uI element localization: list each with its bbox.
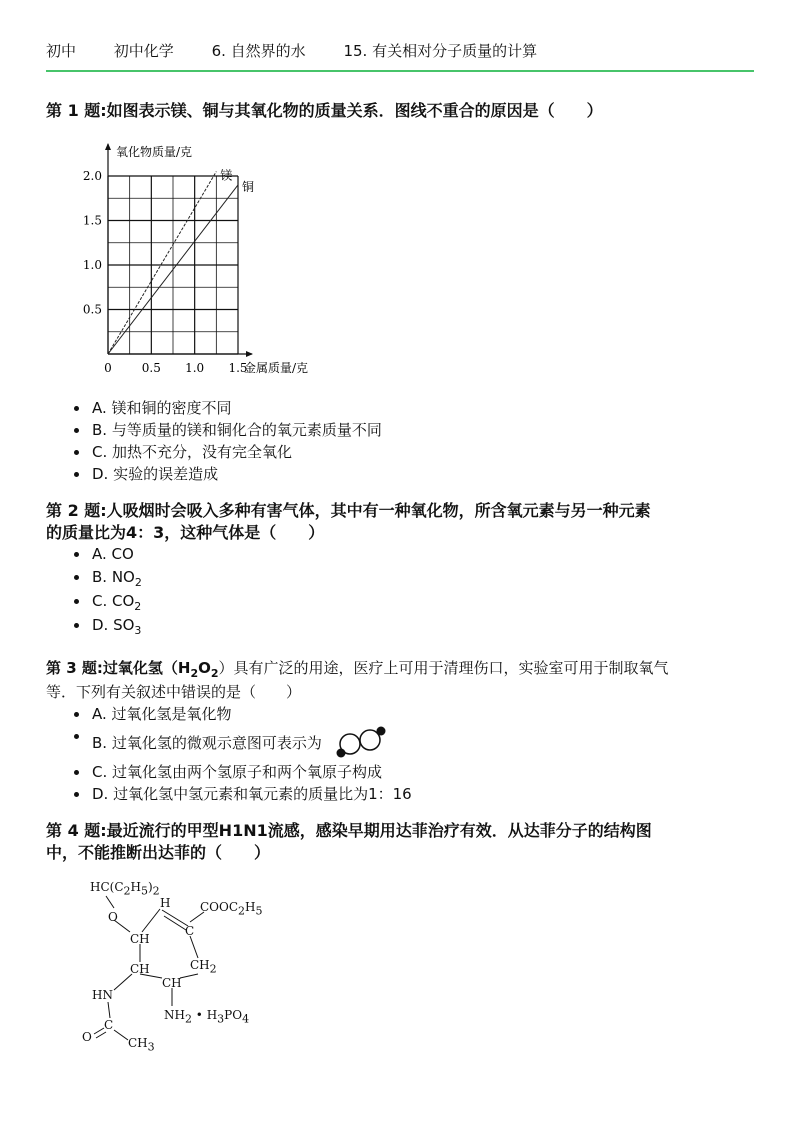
ring-ch-2: CH: [130, 962, 150, 976]
amide-nh: HN: [92, 988, 113, 1002]
carbonyl-oxygen: O: [82, 1030, 92, 1044]
q3-option-b-text: B. 过氧化氢的微观示意图可表示为: [92, 734, 322, 752]
q3-title-mid: O: [198, 659, 211, 677]
question-1-title: 第 1 题:如图表示镁、铜与其氧化物的质量关系．图线不重合的原因是（ ）: [46, 101, 603, 120]
ether-oxygen: O: [108, 910, 118, 924]
ester-text-a: COOC: [200, 900, 239, 914]
q2-option-b-subscript: 2: [134, 576, 142, 589]
y-axis-label: 氧化物质量/克: [116, 145, 193, 159]
vinyl-hydrogen: H: [160, 896, 171, 910]
question-3-options: [74, 703, 412, 805]
struct-text-c: ): [147, 880, 153, 894]
carbonyl-carbon: C: [104, 1018, 114, 1032]
q3-title-sub1: 2: [190, 667, 199, 680]
h2o2-molecule-icon: [336, 725, 388, 759]
ring-ch2-text: CH: [190, 958, 210, 972]
h3po4-sub-b: 4: [242, 1012, 250, 1026]
nh2-text: NH: [164, 1008, 185, 1022]
x-axis-label: 金属质量/克: [244, 361, 309, 375]
q4-title-line-2: 中，不能推断出达菲的（ ）: [46, 843, 271, 862]
struct-sub-a: 2: [123, 884, 131, 898]
ester-text-b: H: [245, 900, 256, 914]
ch3-text: CH: [128, 1036, 148, 1050]
h3po4-sub-a: 3: [217, 1012, 225, 1026]
y-tick-label: 1.0: [82, 258, 102, 272]
ring-ch-3: CH: [162, 976, 182, 990]
q2-option-a-text: A. CO: [92, 545, 134, 563]
q3-title-line-2: 等．下列有关叙述中错误的是（ ）: [46, 683, 302, 701]
q2-title-line-2: 的质量比为4：3，这种气体是（ ）: [46, 523, 325, 542]
h3po4-text-b: PO: [224, 1008, 243, 1022]
struct-sub-c: 2: [152, 884, 160, 898]
q2-option-b-text: B. NO: [92, 568, 135, 586]
ch3-sub: 3: [147, 1040, 155, 1054]
methyl-group: [128, 1036, 155, 1053]
breadcrumb-level-3[interactable]: 6. 自然界的水: [211, 42, 306, 60]
q2-option-c-subscript: 2: [134, 600, 142, 613]
x-tick-label: 1.0: [185, 361, 205, 375]
x-tick-label: 0: [104, 361, 112, 375]
breadcrumb-level-2[interactable]: 初中化学: [113, 42, 174, 60]
amine-phosphate-salt: [164, 1008, 249, 1025]
breadcrumb-level-4[interactable]: 15. 有关相对分子质量的计算: [343, 42, 538, 60]
q2-option-c[interactable]: [74, 590, 142, 614]
series-label-mg: 镁: [220, 168, 233, 183]
q3-option-b[interactable]: [74, 725, 412, 761]
x-tick-label: 1.5: [228, 361, 248, 375]
ring-ch2-sub: 2: [209, 962, 217, 976]
x-axis-arrow: [246, 351, 253, 357]
struct-text-a: HC(C: [90, 880, 124, 894]
ester-sub-b: 5: [255, 904, 263, 918]
q2-option-c-text: C. CO: [92, 592, 135, 610]
q2-title-line-1: 第 2 题:人吸烟时会吸入多种有害气体，其中有一种氧化物，所含氧元素与另一种元素: [46, 501, 651, 520]
header-divider: [46, 70, 754, 72]
y-tick-label: 0.5: [82, 302, 102, 317]
x-tick-label: 0.5: [141, 361, 161, 375]
q3-title-prefix: 第 3 题:过氧化氢（H: [46, 659, 191, 677]
question-2-title: [46, 500, 756, 544]
q3-option-c[interactable]: C. 过氧化氢由两个氢原子和两个氧原子构成: [74, 761, 412, 783]
q1-option-c[interactable]: C. 加热不充分，没有完全氧化: [74, 441, 382, 463]
q1-option-a[interactable]: A. 镁和铜的密度不同: [74, 397, 382, 419]
breadcrumb: [46, 40, 570, 61]
q1-option-d[interactable]: D. 实验的误差造成: [74, 463, 382, 485]
q2-option-d-text: D. SO: [92, 616, 135, 634]
q1-chart: [78, 140, 338, 380]
h3po4-text-a: H: [206, 1008, 218, 1022]
q2-option-b[interactable]: [74, 566, 142, 590]
diethyl-methine-group: [90, 880, 160, 897]
q2-option-a[interactable]: [74, 543, 142, 566]
struct-text-b: H: [130, 880, 141, 894]
struct-sub-b: 5: [140, 884, 148, 898]
question-2-options: [74, 543, 142, 638]
question-1-options: [74, 397, 382, 485]
ring-ch-1: CH: [130, 932, 150, 946]
q3-option-d[interactable]: D. 过氧化氢中氢元素和氧元素的质量比为1：16: [74, 783, 412, 805]
ring-carbon: C: [185, 924, 195, 938]
y-tick-label: 1.5: [82, 213, 102, 228]
q4-title-line-1: 第 4 题:最近流行的甲型H1N1流感，感染早期用达菲治疗有效．从达菲分子的结构图: [46, 821, 652, 840]
nh2-sub: 2: [184, 1012, 192, 1026]
series-label-cu: 铜: [242, 179, 255, 194]
ring-ch2: [190, 958, 217, 975]
q3-option-a[interactable]: A. 过氧化氢是氧化物: [74, 703, 412, 725]
q2-option-d-subscript: 3: [134, 624, 142, 637]
y-axis-arrow: [105, 143, 111, 150]
y-tick-label: 2.0: [82, 169, 102, 183]
q2-option-d[interactable]: [74, 614, 142, 638]
salt-dot: •: [195, 1008, 203, 1022]
q3-title-sub2: 2: [210, 667, 219, 680]
ester-sub-a: 2: [238, 904, 246, 918]
q3-title-suffix: ）具有广泛的用途，医疗上可用于清理伤口，实验室可用于制取氧气: [218, 659, 669, 677]
breadcrumb-level-1[interactable]: 初中: [46, 42, 77, 60]
ester-group: [200, 900, 263, 917]
question-4-title: [46, 820, 756, 864]
series-line-mg: [108, 172, 216, 354]
q1-option-b[interactable]: B. 与等质量的镁和铜化合的氧元素质量不同: [74, 419, 382, 441]
oseltamivir-structure: [80, 876, 280, 1056]
